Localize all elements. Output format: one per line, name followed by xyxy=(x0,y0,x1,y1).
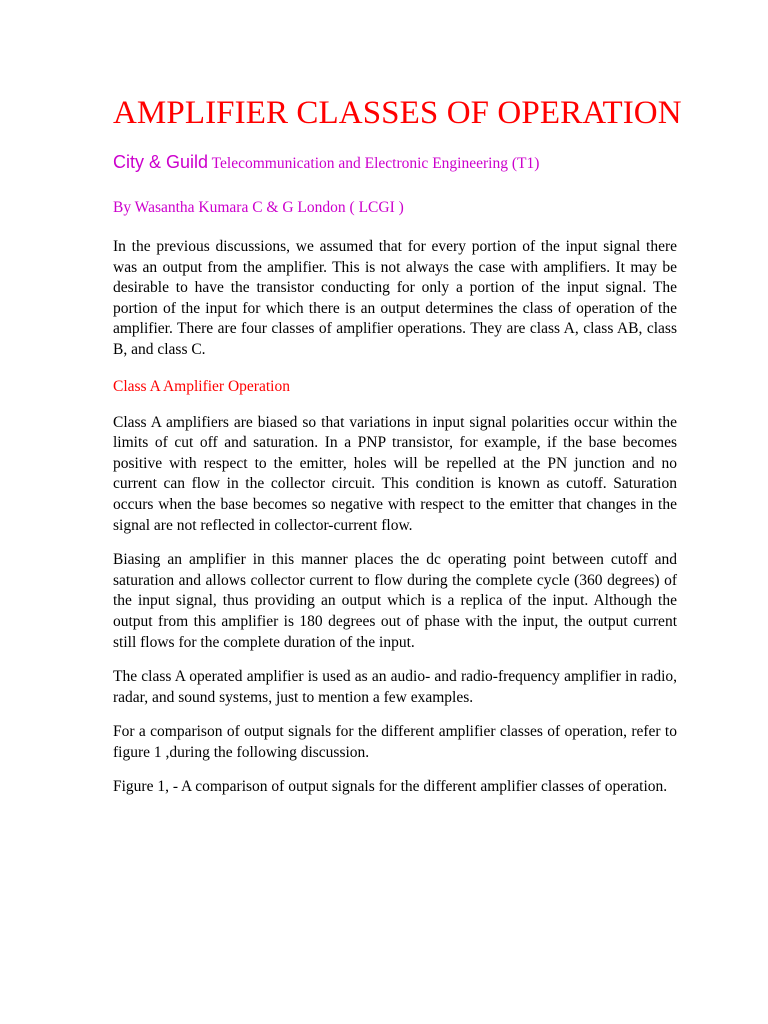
class-a-paragraph-3: The class A operated amplifier is used as an audio- and radio-frequency amplifier in radio, radar, and sound systems, just to mention a few examples. xyxy=(113,668,677,706)
page-title: AMPLIFIER CLASSES OF OPERATION xyxy=(113,95,682,131)
figure-caption: Figure 1, - A comparison of output signals for the different amplifier classes of operation. xyxy=(113,778,668,796)
comparison-paragraph: For a comparison of output signals for the different amplifier classes of operation, refer to figure 1 ,during the following discussion. xyxy=(113,723,677,761)
subtitle-lead: City & Guild xyxy=(113,152,209,172)
section-heading-class-a: Class A Amplifier Operation xyxy=(113,377,290,395)
class-a-paragraph-1: Class A amplifiers are biased so that variations in input signal polarities occur within the limits of cut off and saturation. In a PNP transistor, for example, if the base becomes positive with respect to the emitter, holes will be repelled at the PN junction and no current can flow in the collector circuit. This condition is known as cutoff. Saturation occurs when the base becomes so negative with respect to the emitter that changes in the signal are not reflected in collector-current flow. xyxy=(113,413,677,534)
class-a-paragraph-2: Biasing an amplifier in this manner places the dc operating point between cutoff and saturation and allows collector current to flow during the complete cycle (360 degrees) of the input signal, thus providing an output which is a replica of the input. Although the output from this amplifier is 180 degrees out of phase with the input, the output current still flows for the complete duration of the input. xyxy=(113,551,677,651)
intro-paragraph: In the previous discussions, we assumed that for every portion of the input signal there was an output from the amplifier. This is not always the case with amplifiers. It may be desirable to have the transistor conducting for only a portion of the input signal. The portion of the input for which there is an output determines the class of operation of the amplifier. There are four classes of amplifier operations. They are class A, class AB, class B, and class C. xyxy=(113,238,677,358)
subtitle-rest: Telecommunication and Electronic Engineering (T1) xyxy=(208,155,540,172)
author-byline: By Wasantha Kumara C & G London ( LCGI ) xyxy=(113,199,404,216)
document-subtitle xyxy=(113,150,677,176)
